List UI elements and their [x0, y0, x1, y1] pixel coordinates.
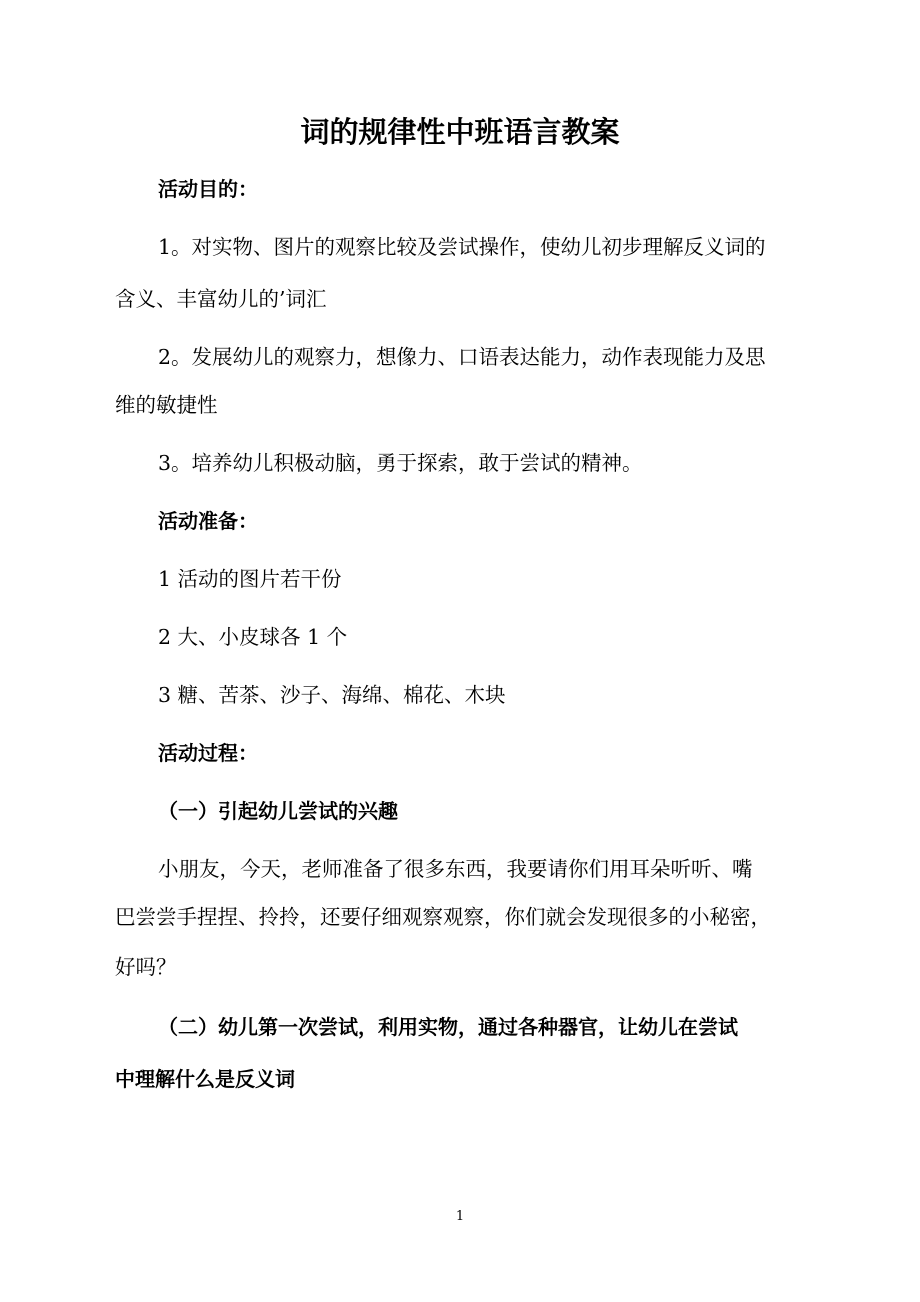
goal-2-line-2: 维的敏捷性	[115, 393, 218, 417]
prep-item-1: 1 活动的图片若干份	[158, 567, 342, 591]
process-heading: 活动过程：	[158, 741, 258, 765]
prep-item-2: 2 大、小皮球各 1 个	[158, 625, 348, 649]
step-2-heading-line-2: 中理解什么是反义词	[115, 1067, 295, 1091]
goal-heading: 活动目的：	[158, 177, 258, 201]
step-1-line-3: 好吗？	[115, 955, 177, 979]
goal-1-line-2: 含义、丰富幼儿的’词汇	[115, 287, 327, 311]
step-1-line-2: 巴尝尝手捏捏、拎拎，还要仔细观察观察，你们就会发现很多的小秘密，	[115, 905, 771, 929]
prep-heading: 活动准备：	[158, 509, 258, 533]
page-number: 1	[455, 1209, 465, 1224]
step-1-heading: （一）引起幼儿尝试的兴趣	[158, 799, 398, 823]
goal-1-line-1: 1。对实物、图片的观察比较及尝试操作，使幼儿初步理解反义词的	[158, 235, 766, 259]
document-title: 词的规律性中班语言教案	[300, 115, 620, 149]
prep-item-3: 3 糖、苦茶、沙子、海绵、棉花、木块	[158, 683, 506, 707]
step-2-heading-line-1: （二）幼儿第一次尝试，利用实物，通过各种器官，让幼儿在尝试	[158, 1015, 738, 1039]
step-1-line-1: 小朋友，今天，老师准备了很多东西，我要请你们用耳朵听听、嘴	[158, 857, 753, 881]
goal-2-line-1: 2。发展幼儿的观察力，想像力、口语表达能力，动作表现能力及思	[158, 345, 766, 369]
goal-3: 3。培养幼儿积极动脑，勇于探索，敢于尝试的精神。	[158, 451, 643, 475]
